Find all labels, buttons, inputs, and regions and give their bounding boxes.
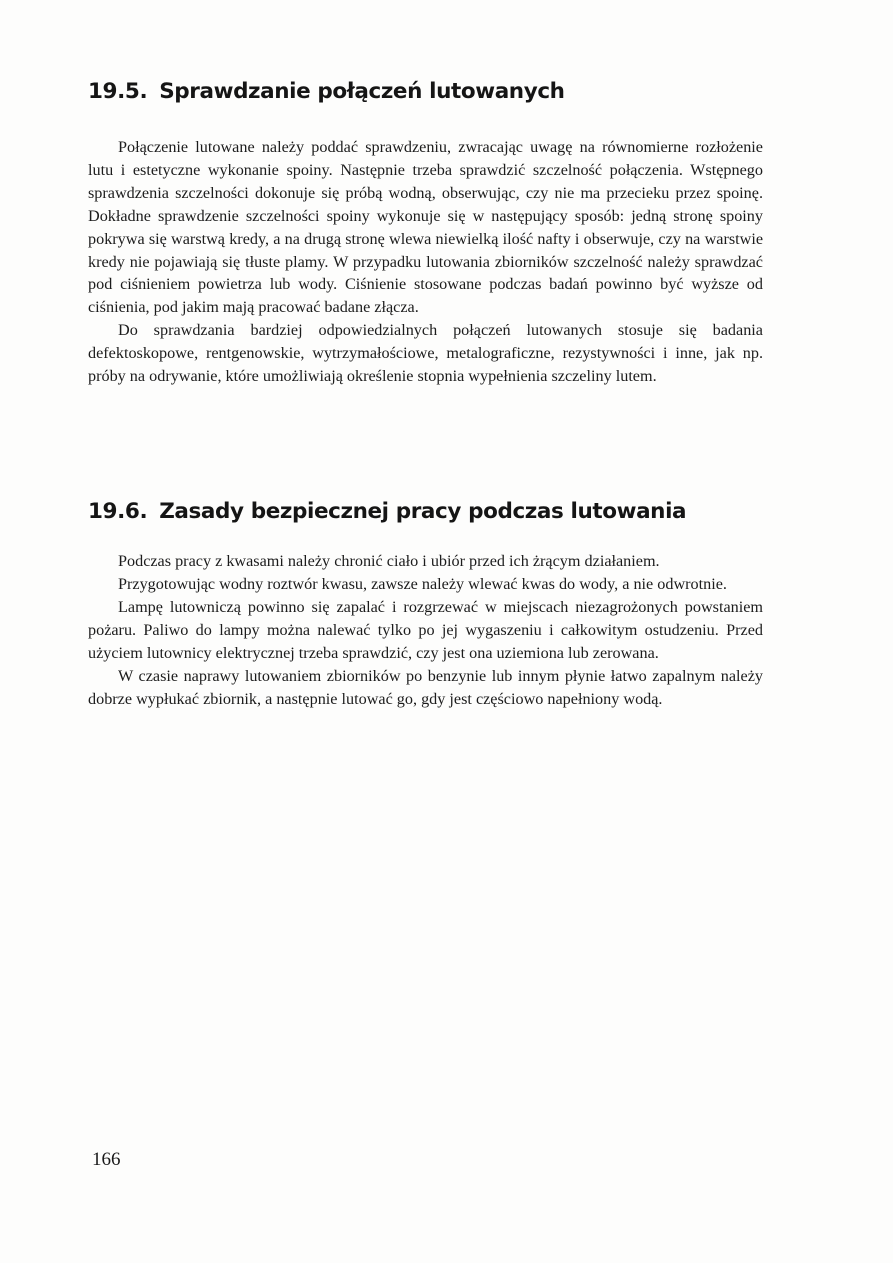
section-number: 19.5. [88,79,148,104]
paragraph: Lampę lutowniczą powinno się zapalać i rozgrzewać w miejscach niezagrożonych powstaniem pożaru. Paliwo do lampy można nalewać tylko po jej wygaszeniu i całkowitym ostudzeniu. Przed użyciem lutownicy elektrycznej trzeba sprawdzić, czy jest ona uziemiona lub zerowana. [88,598,763,662]
paragraph: Przygotowując wodny roztwór kwasu, zawsze należy wlewać kwas do wody, a nie odwrotnie. [118,575,727,593]
paragraph: Połączenie lutowane należy poddać sprawdzeniu, zwracając uwagę na równomierne rozłożenie lutu i estetyczne wykonanie spoiny. Następnie trzeba sprawdzić szczelność połączenia. Wstępnego sprawdzenia szczelności dokonuje się próbą wodną, obserwując, czy nie ma przecieku przez spoinę. Dokładne sprawdzenie szczelności spoiny wykonuje się w następujący sposób: jedną stronę spoiny pokrywa się warstwą kredy, a na drugą stronę wlewa niewielką ilość nafty i obserwuje, czy na warstwie kredy nie pojawiają się tłuste plamy. W przypadku lutowania zbiorników szczelność należy sprawdzać pod ciśnieniem powietrza lub wody. Ciśnienie stosowane podczas badań powinno być wyższe od ciśnienia, pod jakim mają pracować badane złącza. [88,138,763,317]
section-heading [88,78,763,106]
paragraph: Podczas pracy z kwasami należy chronić ciało i ubiór przed ich żrącym działaniem. [118,552,660,570]
section-19-5 [88,78,763,388]
paragraph: W czasie naprawy lutowaniem zbiorników po benzynie lub innym płynie łatwo zapalnym należy dobrze wypłukać zbiornik, a następnie lutować go, gdy jest częściowo napełniony wodą. [88,667,763,708]
section-19-6 [88,498,763,711]
paragraph: Do sprawdzania bardziej odpowiedzialnych połączeń lutowanych stosuje się badania defektoskopowe, rentgenowskie, wytrzymałościowe, metalograficzne, rezystywności i inne, jak np. próby na odrywanie, które umożliwiają określenie stopnia wypełnienia szczeliny lutem. [88,321,763,386]
section-heading [88,498,763,526]
section-title: Sprawdzanie połączeń lutowanych [159,79,565,104]
page-number: 166 [92,1149,121,1170]
section-number: 19.6. [88,499,148,524]
section-title: Zasady bezpiecznej pracy podczas lutowania [159,499,687,524]
